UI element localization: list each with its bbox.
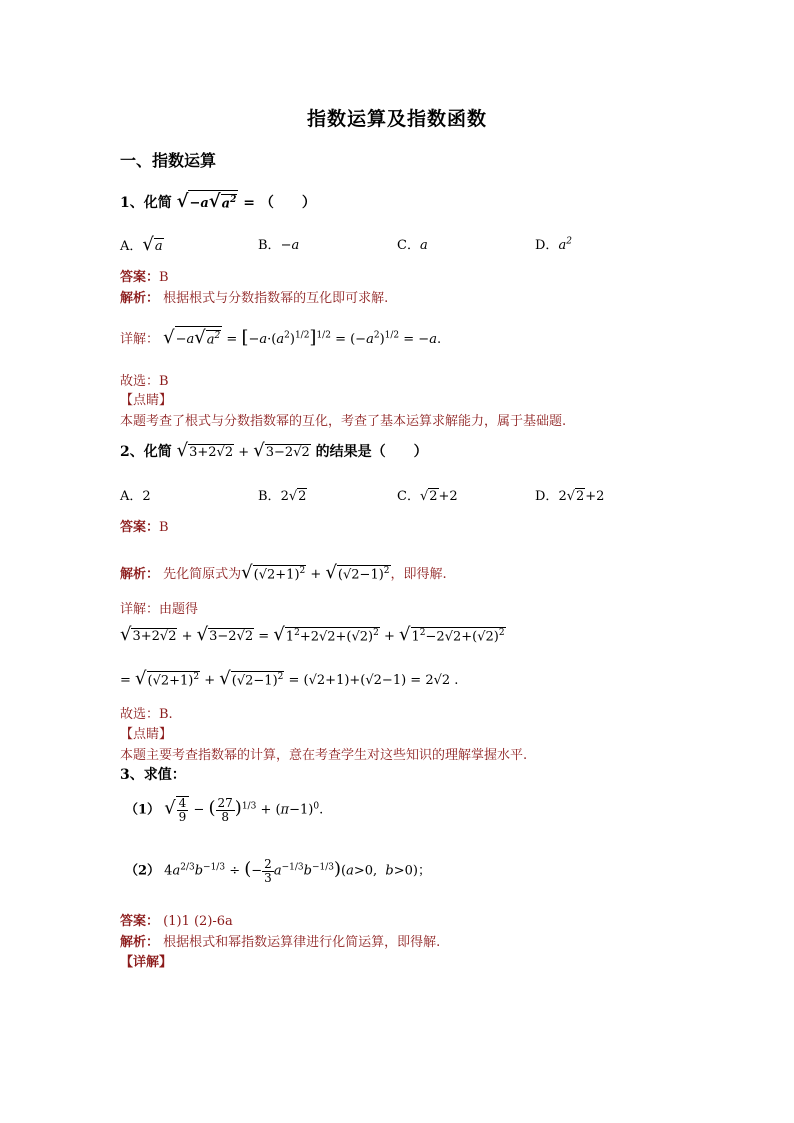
q1-answer: 答案：B [120, 270, 169, 285]
q2-comment-label: 【点睛】 [120, 727, 173, 742]
q3-part-1: （1） √ $\frac{4}{9}$ − ( $\frac{27}{8}$ )$^{1/3} + (\pi-1)^0$. [125, 796, 324, 824]
q2-detail-label: 详解：由题得 [120, 602, 199, 617]
q1-tail: = （ ） [243, 195, 316, 211]
q1-stem [120, 190, 316, 212]
q3-detail-label: 【详解】 [120, 955, 173, 970]
q1-comment: 本题考查了根式与分数指数幂的互化，考查了基本运算求解能力，属于基础题. [120, 414, 567, 429]
q1-analysis: 解析： 根据根式与分数指数幂的互化即可求解. [120, 291, 389, 306]
q2-comment: 本题主要考查指数幂的计算，意在考查学生对这些知识的理解掌握水平. [120, 748, 528, 763]
q1-option-a: A．√a [120, 234, 163, 255]
q1-option-b: B．−a [258, 238, 300, 253]
q2-option-a: A．2 [120, 489, 151, 504]
q2-detail-line-2: = $√(√2+1)^2 + √(√2-1)^2 = (√2+1)+(√2-1) = 2√2$ . [120, 668, 459, 689]
q2-option-d: D．2√2+2 [535, 489, 605, 504]
q1-formula: $√-a√a^2$ [176, 191, 237, 212]
q1-detail: 详解： $√-a√a^2 = [-a\cdot(a^2)^{1/2}]^{1/2} = (-a^2)^{1/2} = -a$. [120, 327, 442, 348]
q1-option-c: C．a [397, 238, 428, 253]
q2-option-c: C．√2+2 [397, 489, 458, 504]
q3-stem: 3、求值： [120, 767, 186, 783]
q3-analysis: 解析： 根据根式和幂指数运算律进行化简运算，即得解. [120, 935, 441, 950]
q2-option-b: B．2√2 [258, 489, 307, 504]
q2-answer: 答案：B [120, 520, 169, 535]
q2-stem: 2、化简 √3+2√2 + √3−2√2 的结果是（ ） [120, 440, 428, 461]
q2-conclusion: 故选：B. [120, 707, 173, 722]
q2-detail-line-1: $√3+2√2 + √3-2√2 = √1^2+2√2+(√2)^2 + √1^2-2√2+(√2)^2$ [120, 624, 505, 645]
q3-answer: 答案： (1)1 (2)-6a [120, 914, 233, 929]
section-heading: 一、指数运算 [120, 151, 217, 170]
q1-comment-label: 【点睛】 [120, 393, 173, 408]
page-title: 指数运算及指数函数 [306, 108, 487, 130]
q1-option-d: D．$a^2$ [535, 236, 572, 253]
q1-conclusion: 故选：B [120, 374, 169, 389]
q1-number: 1、化简 [120, 195, 172, 211]
q3-part-2: （2） $4a^{2/3}b^{-1/3}$ ÷ (− $\frac{2}{3}$ $a^{-1/3}b^{-1/3})(a>0$, b>0)； [125, 857, 431, 885]
q2-analysis: 解析： 先化简原式为$√(√2+1)^2 + √(√2-1)^2$，即得解. [120, 562, 447, 583]
